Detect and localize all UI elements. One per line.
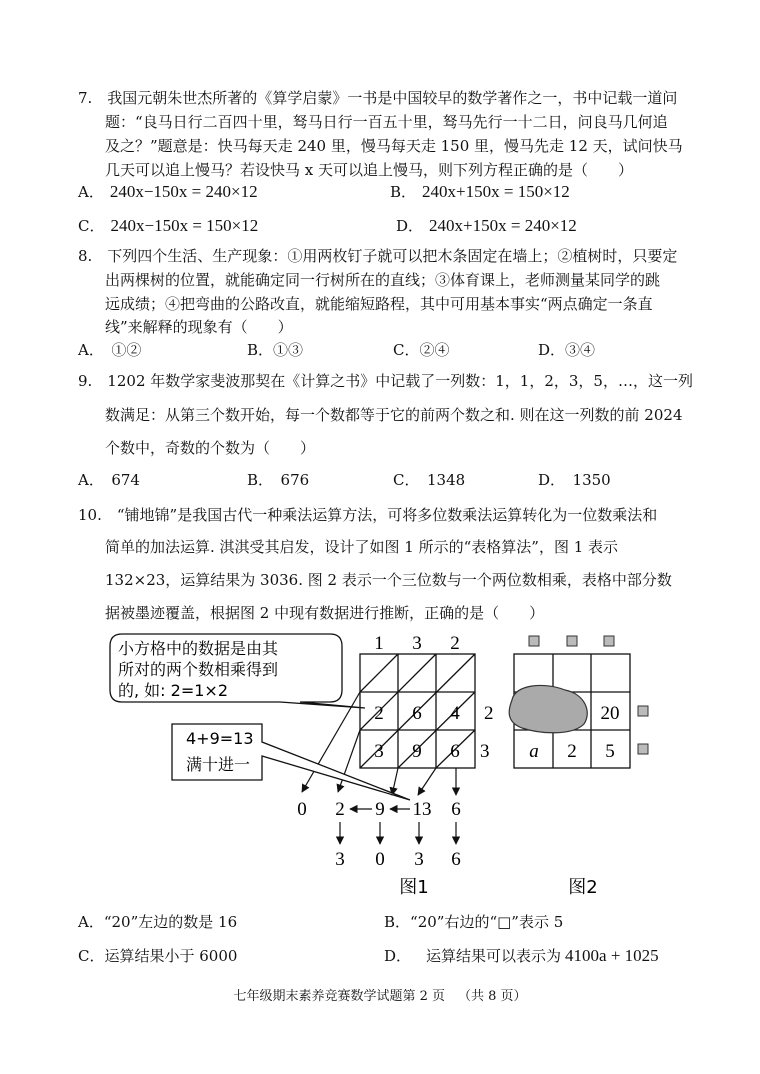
fig1-callout-line: 的, 如: 2=1×2 xyxy=(118,681,229,700)
fig2-hidden-digit-box xyxy=(529,636,539,646)
fig1-callout2-line: 满十进一 xyxy=(186,755,251,774)
q9-line-2: 数满足：从第三个数开始，每一个数都等于它的前两个数之和. 则在这一列数的前 2024 xyxy=(105,406,683,424)
q10-line-1: 10. “铺地锦”是我国古代一种乘法运算方法，可将多位数乘法运算转化为一位数乘法和 xyxy=(78,506,658,524)
fig1-callout-line: 所对的两个数相乘得到 xyxy=(118,660,279,679)
q10-line-2: 简单的加法运算. 淇淇受其启发，设计了如图 1 所示的“表格算法”，图 1 表示 xyxy=(105,538,619,556)
q10-option-a: A．“20”左边的数是 16 xyxy=(78,913,238,931)
q8-line-2: 出两棵树的位置，就能确定同一行树所在的直线；③体育课上，老师测量某同学的跳 xyxy=(105,271,661,289)
q8-option-d: D．③④ xyxy=(538,341,596,359)
q10-line-3: 132×23，运算结果为 3036. 图 2 表示一个三位数与一个两位数相乘，表格中部分数 xyxy=(105,571,672,589)
fig1-top-digit: 1 xyxy=(374,633,384,654)
fig1-sum-digit: 2 xyxy=(335,799,345,820)
option-expr: 240x+150x = 240×12 xyxy=(429,216,577,235)
q7-line-3: 及之？”题意是：快马每天走 240 里，慢马每天走 150 里，慢马先走 12 天，试问快马 xyxy=(105,137,683,155)
option-label: A． xyxy=(78,183,104,201)
q8-line-3: 远成绩；④把弯曲的公路改直，就能缩短路程，其中可用基本事实“两点确定一条直 xyxy=(105,295,653,313)
option-label: D． xyxy=(396,217,424,235)
fig1-sum-digit: 13 xyxy=(412,799,432,820)
fig2-cell: a xyxy=(529,741,539,762)
fig1-caption: 图1 xyxy=(399,877,429,898)
q8-line-1: 8. 下列四个生活、生产现象：①用两枚钉子就可以把木条固定在墙上；②植树时，只要定 xyxy=(78,247,678,265)
fig1-result-digit: 3 xyxy=(335,849,345,870)
option-expr: 240x−150x = 240×12 xyxy=(109,182,258,201)
fig2-hidden-digit-box xyxy=(604,636,614,646)
fig1-callout-line: 小方格中的数据是由其 xyxy=(118,639,279,658)
fig1-cell: 9 xyxy=(412,741,422,762)
option-label: D． 运算结果可以表示为 xyxy=(384,947,562,965)
fig1-top-digit: 2 xyxy=(450,633,460,654)
q8-option-a: A． ①② xyxy=(78,341,142,359)
q9-line-1: 9. 1202 年数学家斐波那契在《计算之书》中记载了一列数：1，1，2，3，5，…，这一列 xyxy=(78,372,693,390)
q9-option-d: D． 1350 xyxy=(538,471,611,489)
fig2-hidden-digit-box xyxy=(567,636,577,646)
fig1-cell: 6 xyxy=(450,741,460,762)
q10-option-b: B．“20”右边的“□”表示 5 xyxy=(384,913,564,931)
q9-line-3: 个数中，奇数的个数为（ ） xyxy=(105,439,316,457)
q10-option-c: C．运算结果小于 6000 xyxy=(78,947,238,965)
q7-line-1: 7. 我国元朝朱世杰所著的《算学启蒙》一书是中国较早的数学著作之一，书中记载一道问 xyxy=(78,89,678,107)
fig1-sum-digit: 6 xyxy=(451,799,461,820)
q8-option-b: B．①③ xyxy=(247,341,304,359)
q10-line-4: 据被墨迹覆盖，根据图 2 中现有数据进行推断，正确的是（ ） xyxy=(105,604,545,622)
fig2-cell: 2 xyxy=(567,741,577,762)
option-expr: 240x+150x = 150×12 xyxy=(422,182,570,201)
fig2-caption: 图2 xyxy=(568,877,598,898)
fig2-hidden-digit-box xyxy=(638,706,648,716)
option-expr: 4100a + 1025 xyxy=(565,946,659,965)
fig1-result-digit: 3 xyxy=(414,849,424,870)
q7-line-2: 题：“良马日行二百四十里，驽马日行一百五十里，驽马先行一十二日，问良马几何追 xyxy=(105,113,668,131)
option-label: C． xyxy=(78,217,105,235)
q9-option-b: B． 676 xyxy=(247,471,310,489)
fig2-hidden-digit-box xyxy=(638,744,648,754)
q10-option-d xyxy=(384,946,659,966)
fig1-right-digit: 2 xyxy=(484,703,494,724)
fig1-result-digit: 0 xyxy=(375,849,385,870)
option-expr: 240x−150x = 150×12 xyxy=(110,216,259,235)
q9-option-a: A． 674 xyxy=(78,471,140,489)
q7-line-4: 几天可以追上慢马？若设快马 x 天可以追上慢马，则下列方程正确的是（ ） xyxy=(105,161,633,179)
fig1-top-digit: 3 xyxy=(412,633,422,654)
fig2-cell: 5 xyxy=(605,741,615,762)
fig1-cell: 3 xyxy=(374,741,384,762)
fig1-right-digit: 3 xyxy=(480,741,490,762)
fig1-result-digit: 6 xyxy=(451,849,461,870)
fig2-cell: 20 xyxy=(600,703,620,724)
q8-option-c: C．②④ xyxy=(393,341,450,359)
page-footer: 七年级期末素养竞赛数学试题第 2 页 （共 8 页） xyxy=(233,989,527,1004)
q8-line-4: 线”来解释的现象有（ ） xyxy=(105,318,293,336)
fig1-cell: 4 xyxy=(450,703,460,724)
option-label: B． xyxy=(390,183,417,201)
fig1-cell: 6 xyxy=(412,703,422,724)
fig1-sum-digit: 9 xyxy=(375,799,385,820)
fig1-cell: 2 xyxy=(374,703,384,724)
q9-option-c: C． 1348 xyxy=(393,471,466,489)
fig1-callout2-line: 4+9=13 xyxy=(186,729,254,748)
fig1-sum-digit: 0 xyxy=(297,799,307,820)
